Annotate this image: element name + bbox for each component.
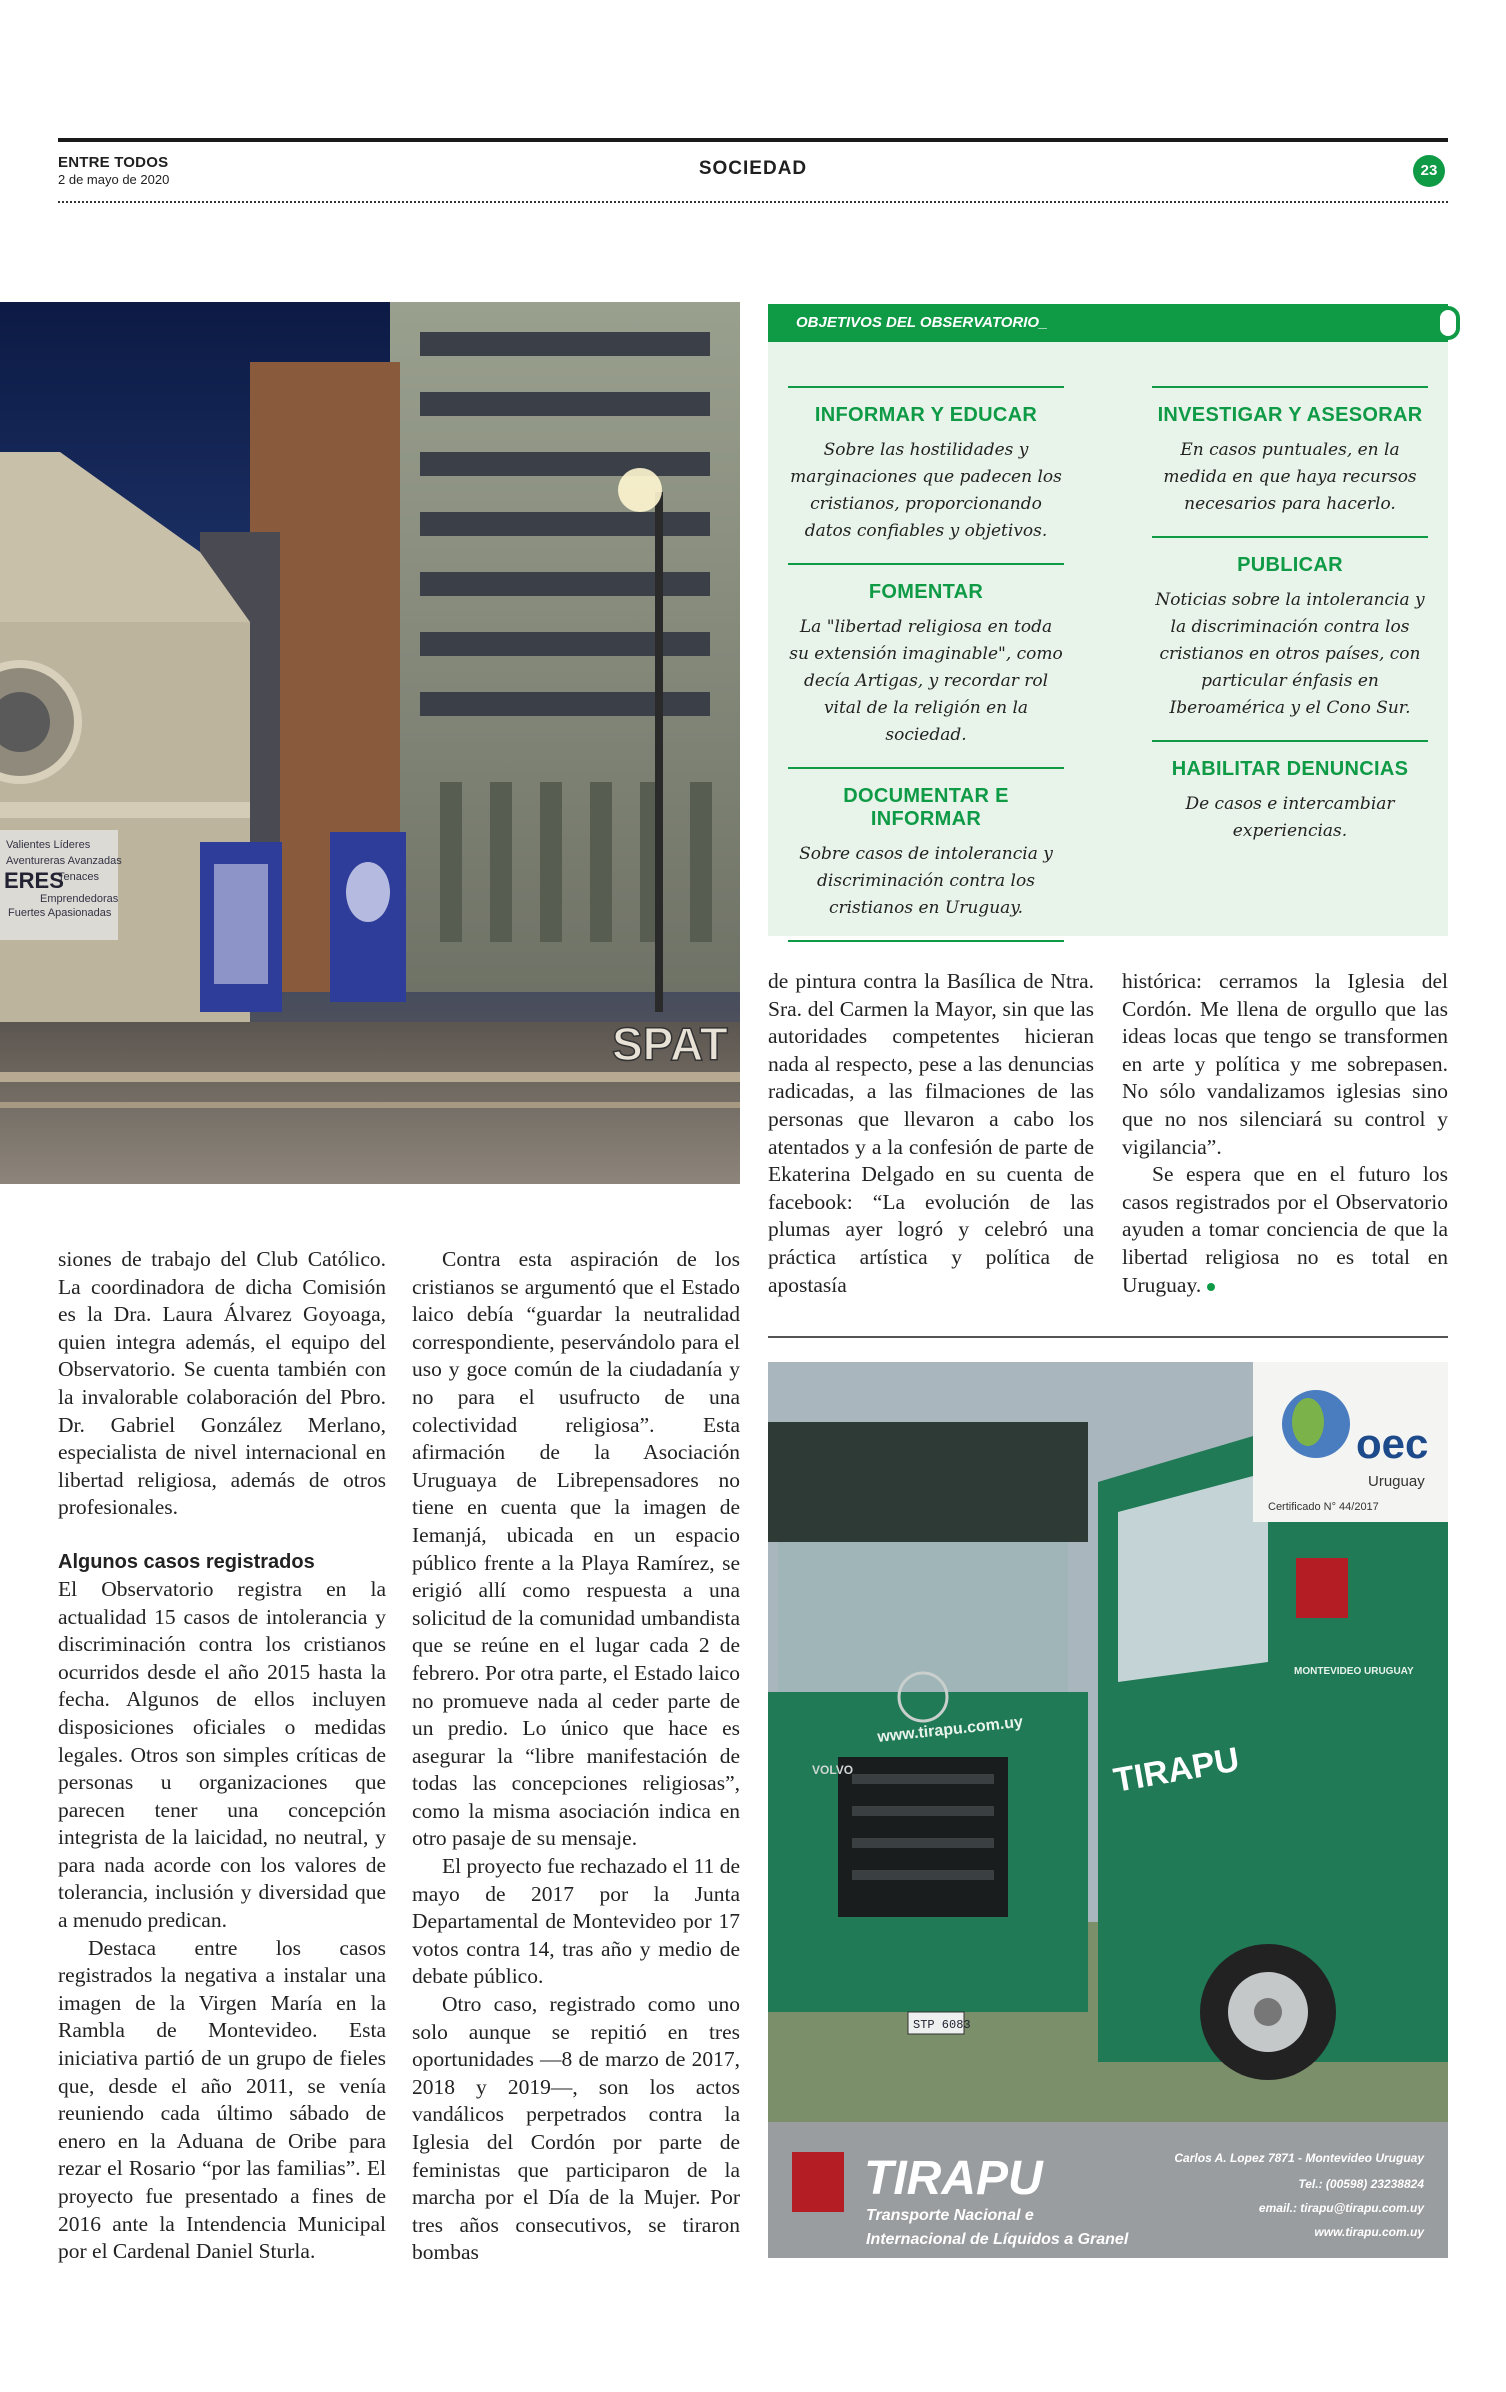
publication-name: ENTRE TODOS bbox=[58, 154, 169, 171]
ad-tagline-line-2: Internacional de Líquidos a Granel bbox=[866, 2231, 1129, 2248]
cert-logo-country: Uruguay bbox=[1368, 1473, 1425, 1490]
objectives-bottom-rule bbox=[788, 940, 1064, 942]
objective-text: La "libertad religiosa en toda su extensión imaginable", como decía Artigas, y recordar rol vital de la religión en la sociedad. bbox=[789, 617, 1063, 745]
article-paragraph: de pintura contra la Basílica de Ntra. Sra. del Carmen la Mayor, sin que las autoridades competentes hicieran nada al respecto, pese a las denuncias radicadas, a las filmaciones de las personas que llevaron a cabo los atentados y a la confesión de parte de Ekaterina Delgado en su cuenta de facebook: “La evolución de las plumas ayer logró y celebró una práctica artística y política de apostasía bbox=[768, 969, 1094, 1297]
banner-text-3: Tenaces bbox=[58, 871, 99, 883]
objective-heading: HABILITAR DENUNCIAS bbox=[1171, 758, 1409, 780]
truck-brand-label: TIRAPU bbox=[1110, 1740, 1243, 1800]
truck-volvo-label: VOLVO bbox=[812, 1763, 854, 1777]
section-title: SOCIEDAD bbox=[698, 158, 808, 179]
objective-text: Sobre las hostilidades y marginaciones que padecen los cristianos, proporcionando datos confiables y objetivos. bbox=[790, 440, 1062, 541]
article-paragraph: Otro caso, registrado como uno solo aunque se repitió en tres oportunidades —8 de marzo de 2017, 2018 y 2019—, son los actos vandálicos perpetrados contra la Iglesia del Cordón por parte de feministas que participaron de la marcha por el Día de la Mujer. Por tres años consecutivos, se tiraron bombas bbox=[412, 1992, 740, 2265]
article-paragraph: El proyecto fue rechazado el 11 de mayo de 2017 por la Junta Departamental de Montevideo por 17 votos contra 14, tras año y medio de debate público. bbox=[412, 1854, 740, 1989]
objectives-title: OBJETIVOS DEL OBSERVATORIO_ bbox=[796, 314, 1048, 331]
objective-heading: PUBLICAR bbox=[1237, 554, 1343, 576]
objectives-bar-cap bbox=[1436, 306, 1460, 340]
graffiti-text: SPAT bbox=[612, 1018, 728, 1070]
ad-tagline-line-1: Transporte Nacional e bbox=[866, 2207, 1034, 2224]
objective-heading: FOMENTAR bbox=[868, 581, 984, 603]
page-number-badge: 23 bbox=[1413, 155, 1445, 187]
article-paragraph: Destaca entre los casos registrados la negativa a instalar una imagen de la Virgen María en la Rambla de Montevideo. Esta iniciativa partió de un grupo de fieles que, desde el año 2011, se venía reuniendo cada último sábado de enero en la Aduana de Oribe para rezar el Rosario “por las familias”. El proyecto fue presentado a fines de 2016 ante la Intendencia Municipal por el Cardenal Daniel Sturla. bbox=[58, 1935, 386, 2264]
objective-item bbox=[1152, 386, 1428, 518]
article-paragraph: siones de trabajo del Club Católico. La coordinadora de dicha Comisión es la Dra. Laura Álvarez Goyoaga, quien integra además, el equipo del Observatorio. Se cuenta también con la invalorable colaboración del Pbro. Dr. Gabriel González Merlano, especialista de nivel internacional en libertad religiosa, además de otros profesionales. bbox=[58, 1247, 386, 1520]
banner-text-4: Emprendedoras bbox=[40, 893, 119, 905]
cert-logo-brand: oec bbox=[1356, 1420, 1429, 1467]
tirapu-emblem-icon bbox=[792, 2152, 844, 2212]
article-closing-text: Se espera que en el futuro los casos registrados por el Observatorio ayuden a tomar conciencia de que la libertad religiosa no es total en Uruguay. bbox=[1122, 1162, 1448, 1297]
article-paragraph: Contra esta aspiración de los cristianos se argumentó que el Estado laico debía “guardar la neutralidad correspondiente, peservándolo para el uso y goce común de la ciudadanía y no para el usufructo de una colectividad religiosa”. Esta afirmación de la Asociación Uruguaya de Librepensadores no tiene en cuenta que la imagen de Iemanjá, ubicada en un espacio público frente a la Playa Ramírez, se erigió allí como respuesta a una solicitud de la comunidad umbandista que se reúne en el lugar cada 2 de febrero. Por otra parte, el Estado laico no promueve nada al ceder parte de un predio. Lo único que hace es asegurar la “libre manifestación de todas las concepciones religiosas”, como la misma asociación indica en otro pasaje de su mensaje. bbox=[412, 1247, 740, 1851]
advertisement-rule bbox=[768, 1336, 1448, 1338]
ad-footer bbox=[768, 2122, 1448, 2258]
ad-email: email.: tirapu@tirapu.com.uy bbox=[1258, 2201, 1424, 2215]
objective-text: De casos e intercambiar experiencias. bbox=[1185, 794, 1395, 841]
article-paragraph bbox=[1122, 1161, 1448, 1299]
header-rule bbox=[58, 138, 1448, 142]
cert-number: Certificado N° 44/2017 bbox=[1268, 1501, 1379, 1513]
photo-illustration bbox=[0, 302, 740, 1184]
church-street-photo bbox=[0, 302, 740, 1184]
ad-address: Carlos A. Lopez 7871 - Montevideo Uruguay bbox=[1174, 2151, 1424, 2165]
objective-item bbox=[788, 386, 1064, 545]
truck-location-label: MONTEVIDEO URUGUAY bbox=[1294, 1666, 1414, 1677]
ad-telephone: Tel.: (00598) 23238824 bbox=[1298, 2177, 1424, 2191]
objective-item bbox=[1152, 740, 1428, 845]
objective-item bbox=[788, 767, 1064, 922]
objective-text: Sobre casos de intolerancia y discriminación contra los cristianos en Uruguay. bbox=[799, 844, 1053, 918]
article-end-mark-icon bbox=[1207, 1283, 1215, 1291]
objective-heading: INFORMAR Y EDUCAR bbox=[814, 404, 1038, 426]
objective-item bbox=[1152, 536, 1428, 722]
article-paragraph: El Observatorio registra en la actualidad 15 casos de intolerancia y discriminación contra los cristianos ocurridos desde el año 2015 hasta la fecha. Algunos de ellos incluyen disposiciones oficiales o medidas legales. Otros son simples críticas de personas u organizaciones que parecen tener una concepción integrista de la laicidad, no neutral, y para nada acorde con los valores de tolerancia, inclusión y diversidad que a menudo predican. bbox=[58, 1576, 386, 1933]
license-plate: STP 6083 bbox=[913, 2018, 971, 2032]
objective-item bbox=[788, 563, 1064, 749]
objectives-left-column bbox=[788, 386, 1064, 942]
banner-text-1: Valientes Líderes bbox=[6, 839, 91, 851]
truck-url: www.tirapu.com.uy bbox=[876, 1713, 1024, 1746]
article-paragraph: histórica: cerramos la Iglesia del Cordón. Me llena de orgullo que las ideas locas que tengo se transformen en arte y política y me sobrepasen. No sólo vandalizamos iglesias sino que no nos silenciará su control y vigilancia”. bbox=[1122, 969, 1448, 1159]
article-column-2 bbox=[412, 1246, 740, 2267]
objective-text: Noticias sobre la intolerancia y la discriminación contra los cristianos en otros países, con particular énfasis en Iberoamérica y el Cono Sur. bbox=[1155, 590, 1425, 718]
ad-website: www.tirapu.com.uy bbox=[1314, 2225, 1424, 2239]
tirapu-advertisement bbox=[768, 1362, 1448, 2258]
trucks-illustration bbox=[768, 1362, 1448, 2122]
objective-heading: INVESTIGAR Y ASESORAR bbox=[1157, 404, 1423, 426]
objectives-right-column bbox=[1152, 386, 1428, 845]
banner-text-eres: ERES bbox=[4, 868, 64, 893]
header-dotted-rule bbox=[58, 201, 1448, 203]
ad-footer-graphics bbox=[768, 2122, 1448, 2258]
ad-brand-title: TIRAPU bbox=[864, 2152, 1043, 2205]
banner-text-5: Fuertes Apasionadas bbox=[8, 907, 112, 919]
publication-date: 2 de mayo de 2020 bbox=[58, 172, 170, 187]
banner-text-2: Aventureras Avanzadas bbox=[6, 855, 122, 867]
objective-text: En casos puntuales, en la medida en que haya recursos necesarios para hacerlo. bbox=[1163, 440, 1417, 514]
objective-heading: DOCUMENTAR E INFORMAR bbox=[843, 785, 1009, 830]
article-column-3 bbox=[768, 968, 1094, 1299]
article-column-4 bbox=[1122, 968, 1448, 1299]
objectives-box bbox=[768, 342, 1448, 936]
article-column-1 bbox=[58, 1246, 386, 2266]
article-subheading: Algunos casos registrados bbox=[58, 1550, 315, 1573]
